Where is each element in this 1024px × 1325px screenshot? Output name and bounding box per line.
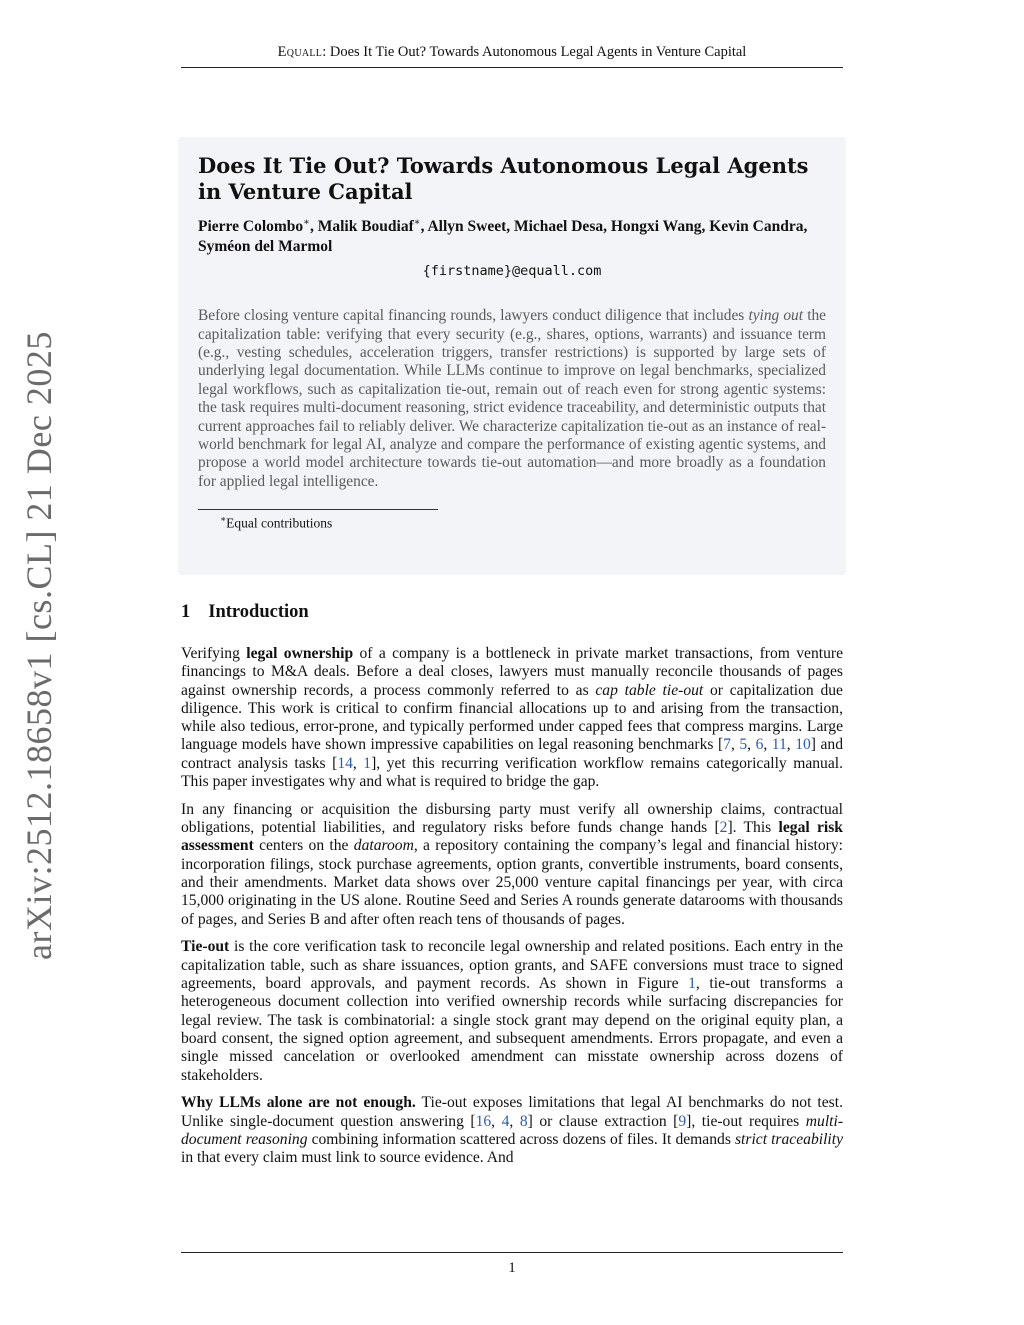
body-text (181, 645, 843, 1177)
section-title: Introduction (208, 602, 309, 622)
paragraph: Why LLMs alone are not enough. Tie-out exposes limitations that legal AI benchmarks do not test. Unlike single-document question answering [16, 4, 8] or clause extraction [9], tie-out requires multi-document reasoning combining information scattered across dozens of files. It demands strict traceability in that every claim must link to source evidence. And (181, 1094, 844, 1167)
italic-term: multi-document reasoning (181, 1112, 844, 1148)
author-list: Pierre Colombo∗, Malik Boudiaf∗, Allyn Sweet, Michael Desa, Hongxi Wang, Kevin Candra, Syméon del Marmol (198, 217, 808, 256)
paragraph: Tie-out is the core verification task to reconcile legal ownership and related positions. Each entry in the capitalization table, such as share issuances, option grants, and SAFE conversions must trace to signed agreements, board approvals, and payment records. As shown in Figure 1, tie-out transforms a heterogeneous document collection into verified ownership records while surfacing discrepancies for legal review. The task is combinatorial: a single stock grant may depend on the original equity plan, a board consent, the signed option agreement, and subsequent amendments. Errors propagate, and even a single missed cancelation or overlooked amendment can misstate ownership across dozens of stakeholders. (181, 938, 843, 1084)
footnote-rule (198, 509, 438, 510)
page-number: 1 (508, 1260, 516, 1276)
citation-link[interactable]: 16 (475, 1112, 492, 1130)
paragraph: Verifying legal ownership of a company is a bottleneck in private market transactions, from venture financings to M&A deals. Before a deal closes, lawyers must manually reconcile thousands of pages against ownership records, a process commonly referred to as cap table tie-out or capitalization due diligence. This work is critical to confirm financial allocations up to and arising from the transaction, while also tedious, error-prone, and typically performed under capped fees that compress margins. Large language models have shown impressive capabilities on legal reasoning benchmarks [7, 5, 6, 11, 10] and contract analysis tasks [14, 1], yet this recurring verification workflow remains categorically manual. This paper investigates why and what is required to bridge the gap. (181, 645, 844, 791)
running-header (181, 44, 843, 68)
citation-link[interactable]: 11 (771, 736, 787, 754)
citation-link[interactable]: 9 (678, 1112, 687, 1130)
bold-term: legal ownership (246, 645, 354, 662)
citation-link[interactable]: 4 (501, 1112, 510, 1130)
citation-link[interactable]: 8 (519, 1112, 528, 1130)
paper-title: Does It Tie Out? Towards Autonomous Legal Agents in Venture Capital (198, 153, 809, 204)
running-title: : Does It Tie Out? Towards Autonomous Legal Agents in Venture Capital (322, 44, 747, 60)
bold-term: Tie-out (181, 938, 230, 956)
paragraph-run-in-heading: Why LLMs alone are not enough. (181, 1094, 416, 1112)
italic-term: strict traceability (734, 1130, 843, 1148)
citation-link[interactable]: 7 (723, 736, 731, 754)
figure-link[interactable]: 1 (688, 975, 696, 993)
abstract-text: Before closing venture capital financing rounds, lawyers conduct diligence that includes (198, 307, 749, 325)
venue-name: Equall (277, 44, 323, 60)
footnote-text: Equal contributions (226, 515, 333, 531)
arxiv-identifier[interactable]: arXiv:2512.18658v1 [cs.CL] 21 Dec 2025 (19, 331, 59, 960)
citation-link[interactable]: 10 (795, 736, 811, 754)
author-name: Malik Boudiaf (317, 218, 414, 236)
citation-link[interactable]: 14 (337, 754, 353, 772)
paragraph: In any financing or acquisition the disbursing party must verify all ownership claims, contractual obligations, potential liabilities, and regulatory risks before funds change hands [2]. This legal risk assessment centers on the dataroom, a repository containing the company’s legal and financial history: incorporation filings, stock purchase agreements, option grants, convertible instruments, board consents, and their amendments. Market data shows over 25,000 venture capital financings per year, with circa 15,000 originating in the US alone. Routine Seed and Series A rounds generate datarooms with thousands of pages, and Series B and after often reach tens of thousands of pages. (181, 800, 843, 928)
section-number: 1 (181, 602, 191, 622)
italic-term: dataroom (353, 837, 414, 855)
equal-contribution-mark: ∗ (303, 217, 310, 228)
author-names-rest: , Allyn Sweet, Michael Desa, Hongxi Wang, Kevin Candra, Syméon del Marmol (198, 218, 808, 256)
footnote (198, 514, 826, 532)
abstract-emphasis: tying out (748, 307, 804, 325)
citation-link[interactable]: 2 (719, 819, 728, 837)
abstract-text: the capitalization table: verifying that every security (e.g., shares, options, warrants) and issuance term (e.g., vesting schedules, acceleration triggers, transfer restrictions) is supported by large sets of underlying legal documentation. While LLMs continue to improve on legal benchmarks, specialized legal workflows, such as capitalization tie-out, remain out of reach even for strong agentic systems: the task requires multi-document reasoning, strict evidence traceability, and deterministic outputs that current approaches fail to reliably deliver. We characterize capitalization tie-out as an instance of real-world benchmark for legal AI, analyze and compare the performance of existing agentic systems, and propose a world model architecture towards tie-out automation—and more broadly as a foundation for applied legal intelligence. (198, 307, 827, 490)
title-abstract-block (178, 137, 846, 575)
citation-link[interactable]: 6 (755, 736, 764, 754)
author-email[interactable]: {firstname}@equall.com (422, 263, 602, 280)
author-name: Pierre Colombo (198, 218, 304, 236)
citation-link[interactable]: 5 (739, 736, 748, 754)
footer-rule (181, 1252, 843, 1253)
abstract (198, 307, 826, 491)
footnote-mark: ∗ (220, 514, 227, 525)
section-heading (181, 602, 309, 623)
equal-contribution-mark: ∗ (413, 217, 421, 228)
bold-term: legal risk assessment (181, 819, 843, 855)
italic-term: cap table tie-out (595, 681, 704, 699)
citation-link[interactable]: 1 (363, 754, 372, 772)
